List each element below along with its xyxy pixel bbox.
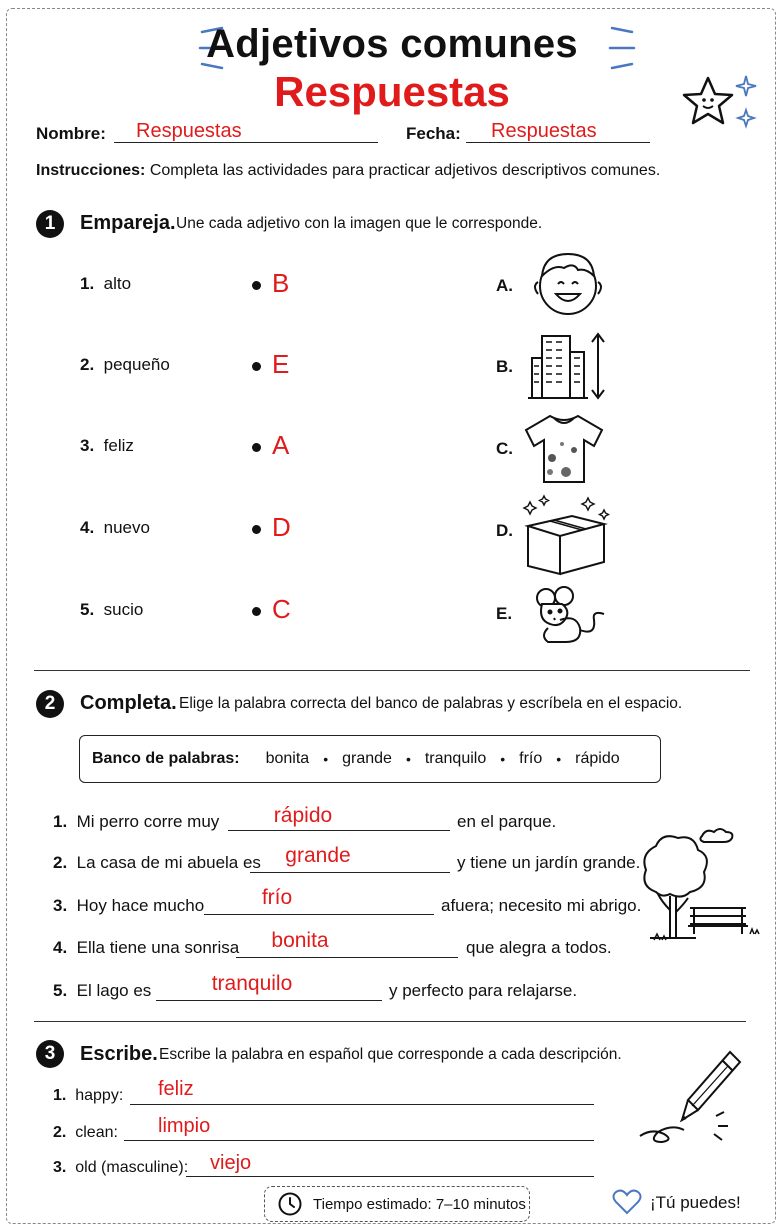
divider-1 [34,670,750,671]
bank-word-4: frío [519,750,543,767]
match-answer-3: A [272,430,290,460]
section1-title: Empareja. [80,212,176,234]
sentence-5-end: y perfecto para relajarse. [389,981,578,1000]
sentence-3: 3. Hoy hace mucho [53,896,205,915]
match-dot-1[interactable] [252,281,261,290]
match-answer-4: D [272,512,291,542]
divider-2 [34,1021,746,1022]
page-title: Adjetivos comunes [206,22,578,66]
time-estimate [264,1186,530,1222]
blank-4-answer: bonita [271,929,329,952]
write-answer-1: feliz [158,1078,194,1100]
park-tree-icon [636,822,766,952]
page-subtitle: Respuestas [274,68,510,115]
section1-description: Une cada adjetivo con la imagen que le corresponde. [176,215,543,232]
blank-1-answer: rápido [273,804,333,827]
bank-word-3: tranquilo [424,750,487,767]
blank-3-answer: frío [261,886,293,909]
word-bank-label: Banco de palabras: [92,750,240,767]
heart-icon [612,1188,642,1216]
instructions-label: Instrucciones: [36,162,146,179]
section3-description: Escribe la palabra en español que corresponde a cada descripción. [159,1046,622,1063]
sentence-3-end: afuera; necesito mi abrigo. [441,896,642,915]
write-item-2: 2. clean: [53,1124,118,1141]
image-letter-d: D. [496,521,513,540]
instructions [36,162,660,180]
image-letter-b: B. [496,357,513,376]
match-answer-2: E [272,349,290,379]
instructions-text: Completa las actividades para practicar adjetivos descriptivos comunes. [149,162,661,179]
match-item-1: 1. alto [80,274,132,293]
mouse-icon [530,584,610,648]
match-answer-5: C [272,594,291,624]
match-dot-2[interactable] [252,362,261,371]
match-answer-1: B [272,268,290,298]
dirty-shirt-icon [522,410,606,486]
time-estimate-label: Tiempo estimado: 7–10 minutos [313,1195,526,1213]
section1-number: 1 [36,210,64,238]
match-item-2: 2. pequeño [80,355,170,374]
pencil-icon [632,1046,750,1150]
sentence-1-end: en el parque. [457,812,557,831]
clock-icon [277,1191,303,1217]
match-dot-3[interactable] [252,443,261,452]
match-item-3: 3. feliz [80,436,134,455]
section2-number: 2 [36,690,64,718]
sentence-1: 1. Mi perro corre muy [53,812,220,831]
image-letter-e: E. [496,604,513,623]
image-letter-a: A. [496,276,513,295]
sentence-2-end: y tiene un jardín grande. [457,853,641,872]
star-icon [680,70,766,136]
bank-word-1: bonita [265,750,310,767]
section3-number: 3 [36,1040,64,1068]
date-label: Fecha: [406,124,461,143]
write-item-1: 1. happy: [53,1087,124,1104]
sentence-5: 5. El lago es [53,981,152,1000]
happy-boy-icon [530,246,606,318]
write-line-1[interactable] [130,1082,594,1105]
encouragement-text: ¡Tú puedes! [650,1193,741,1212]
match-dot-4[interactable] [252,525,261,534]
match-dot-5[interactable] [252,607,261,616]
sentence-4-end: que alegra a todos. [466,938,612,957]
name-label: Nombre: [36,124,106,143]
word-bank: Banco de palabras: bonita • grande • tranquilo • frío • rápido [79,735,661,783]
image-letter-c: C. [496,439,513,458]
match-item-5: 5. sucio [80,600,144,619]
new-box-icon [520,492,610,576]
match-item-4: 4. nuevo [80,518,150,537]
write-answer-3: viejo [210,1152,252,1174]
section2-description: Elige la palabra correcta del banco de palabras y escríbela en el espacio. [179,695,683,712]
sentence-2: 2. La casa de mi abuela es [53,853,261,872]
section2-title: Completa. [80,692,177,714]
blank-2-answer: grande [285,844,351,867]
name-value: Respuestas [136,120,242,142]
write-answer-2: limpio [158,1115,211,1137]
write-item-3: 3. old (masculine): [53,1159,189,1176]
bank-word-2: grande [342,750,392,767]
sentence-4: 4. Ella tiene una sonrisa [53,938,240,957]
date-value: Respuestas [491,120,597,142]
section3-title: Escribe. [80,1043,158,1065]
bank-word-5: rápido [575,750,620,767]
blank-5-answer: tranquilo [211,972,293,995]
tall-building-icon [528,328,608,402]
